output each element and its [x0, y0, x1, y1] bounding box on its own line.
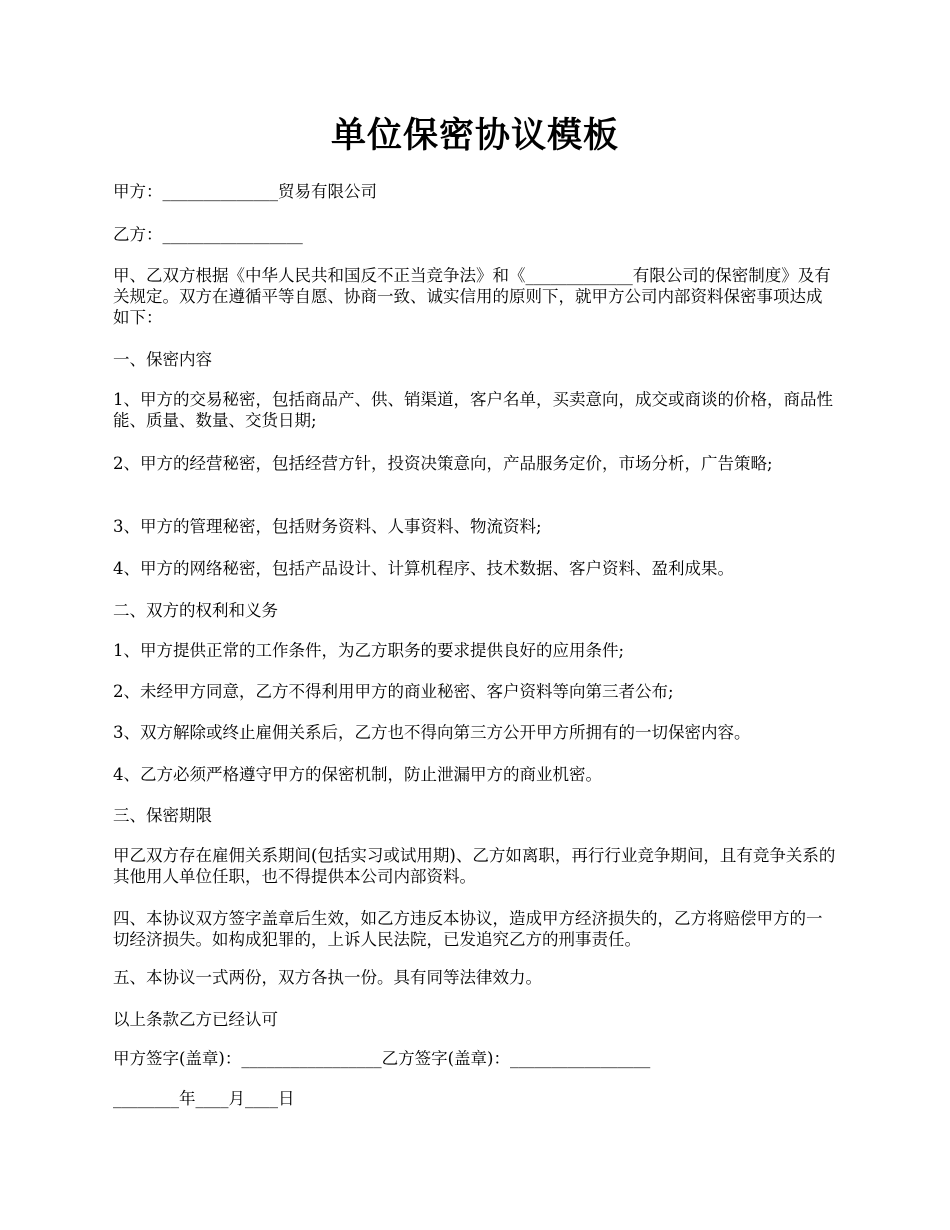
date-line: ________年____月____日 [113, 1089, 295, 1108]
section2-item-1: 1、甲方提供正常的工作条件，为乙方职务的要求提供良好的应用条件; [113, 641, 625, 660]
section1-item-1: 1、甲方的交易秘密，包括商品产、供、销渠道，客户名单，买卖意向，成交或商谈的价格，商品性能、质量、数量、交货日期; [113, 390, 833, 430]
section5-paragraph: 五、本协议一式两份，双方各执一份。具有同等法律效力。 [113, 968, 542, 987]
section1-item-4: 4、甲方的网络秘密，包括产品设计、计算机程序、技术数据、客户资料、盈利成果。 [113, 559, 734, 578]
intro-paragraph: 甲、乙双方根据《中华人民共和国反不正当竞争法》和《_____________有限公司的保密制度》及有关规定。双方在遵循平等自愿、协商一致、诚实信用的原则下，就甲方公司内部资料保密事项达成如下： [113, 266, 831, 327]
section1-item-2: 2、甲方的经营秘密，包括经营方针，投资决策意向，产品服务定价，市场分析，广告策略; [113, 454, 773, 473]
section-heading-rights-obligations: 二、双方的权利和义务 [113, 601, 278, 620]
party-b-line: 乙方：_________________ [113, 225, 303, 244]
section2-item-4: 4、乙方必须严格遵守甲方的保密机制，防止泄漏甲方的商业机密。 [113, 765, 602, 784]
section1-item-3: 3、甲方的管理秘密，包括财务资料、人事资料、物流资料; [113, 517, 542, 536]
party-a-line: 甲方：______________贸易有限公司 [113, 182, 377, 201]
section2-item-3: 3、双方解除或终止雇佣关系后，乙方也不得向第三方公开甲方所拥有的一切保密内容。 [113, 723, 751, 742]
signature-line: 甲方签字(盖章)：_________________乙方签字(盖章)：_________________ [113, 1049, 651, 1068]
section-heading-confidential-content: 一、保密内容 [113, 350, 212, 369]
section4-paragraph: 四、本协议双方签字盖章后生效，如乙方违反本协议，造成甲方经济损失的，乙方将赔偿甲方的一切经济损失。如构成犯罪的，上诉人民法院，已发追究乙方的刑事责任。 [113, 909, 823, 949]
section2-item-2: 2、未经甲方同意，乙方不得利用甲方的商业秘密、客户资料等向第三者公布; [113, 682, 674, 701]
section3-body: 甲乙双方存在雇佣关系期间(包括实习或试用期)、乙方如离职，再行行业竞争期间，且有竞争关系的其他用人单位任职，也不得提供本公司内部资料。 [113, 846, 836, 886]
acknowledgement-line: 以上条款乙方已经认可 [113, 1010, 278, 1029]
section-heading-confidentiality-period: 三、保密期限 [113, 806, 212, 825]
document-title: 单位保密协议模板 [330, 115, 619, 156]
